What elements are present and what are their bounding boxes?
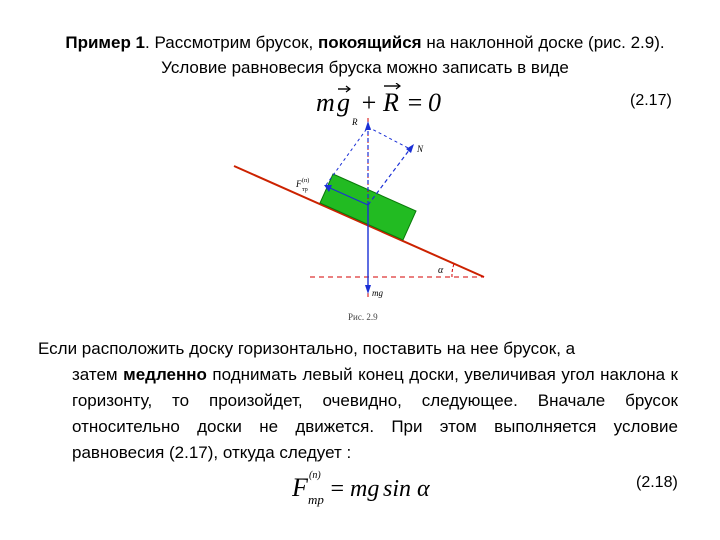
equation-2-18 [292, 464, 452, 513]
vector-mg-head [365, 285, 371, 294]
eq2-sin: sin [383, 476, 412, 502]
paragraph-rest-c: поднимать левый конец доски, увеличивая угол наклона к горизонту, то произойдет, очевидно, следующее. Вначале брусок относительно доски не движется. При этом выполняется условие равновесия (2.17), откуда следует : [72, 365, 678, 462]
eq1-plus: + [360, 88, 378, 117]
intro-bold-word: покоящийся [317, 33, 422, 52]
equation-number-2-17: (2.17) [630, 92, 672, 109]
body-paragraph [38, 336, 678, 466]
vector-N [368, 149, 410, 205]
eq2-mg: mg [350, 476, 380, 502]
label-F-sup: (п) [302, 178, 310, 184]
label-F-sub: тр [302, 187, 308, 193]
eq1-m: m [316, 88, 335, 117]
label-F: F [296, 179, 302, 189]
eq2-equals: = [329, 476, 346, 502]
equation-number-2-18: (2.18) [636, 474, 678, 491]
eq2-sub: тр [308, 492, 324, 507]
eq2-sup: (п) [309, 470, 321, 481]
intro-text-c: на наклонной доске (рис. 2.9). Условие равновесия бруска можно записать в виде [161, 33, 665, 77]
inclined-board [234, 166, 484, 277]
example-label: Пример 1 [65, 33, 146, 52]
angle-arc [452, 264, 454, 277]
eq2-alpha: α [417, 476, 430, 502]
label-mg: mg [372, 288, 383, 298]
paragraph-line1: Если расположить доску горизонтально, поставить на нее брусок, а [38, 339, 576, 358]
intro-text-a: . Рассмотрим брусок, [145, 33, 318, 52]
eq1-R: R [383, 88, 399, 117]
parallelogram-side-top [368, 127, 410, 149]
eq1-equals: = [406, 88, 424, 117]
eq1-g: g [337, 88, 350, 117]
label-N: N [417, 144, 424, 154]
label-R: R [352, 117, 358, 127]
paragraph-bold-word: медленно [123, 365, 207, 384]
equation-2-18-svg [292, 464, 452, 508]
paragraph-rest [38, 362, 678, 466]
figure-caption: Рис. 2.9 [348, 312, 378, 322]
eq1-zero: 0 [428, 88, 441, 117]
paragraph-rest-a: затем [72, 365, 124, 384]
eq2-F: F [292, 473, 308, 502]
vector-N-head [406, 144, 414, 153]
alpha-label: α [438, 265, 444, 276]
